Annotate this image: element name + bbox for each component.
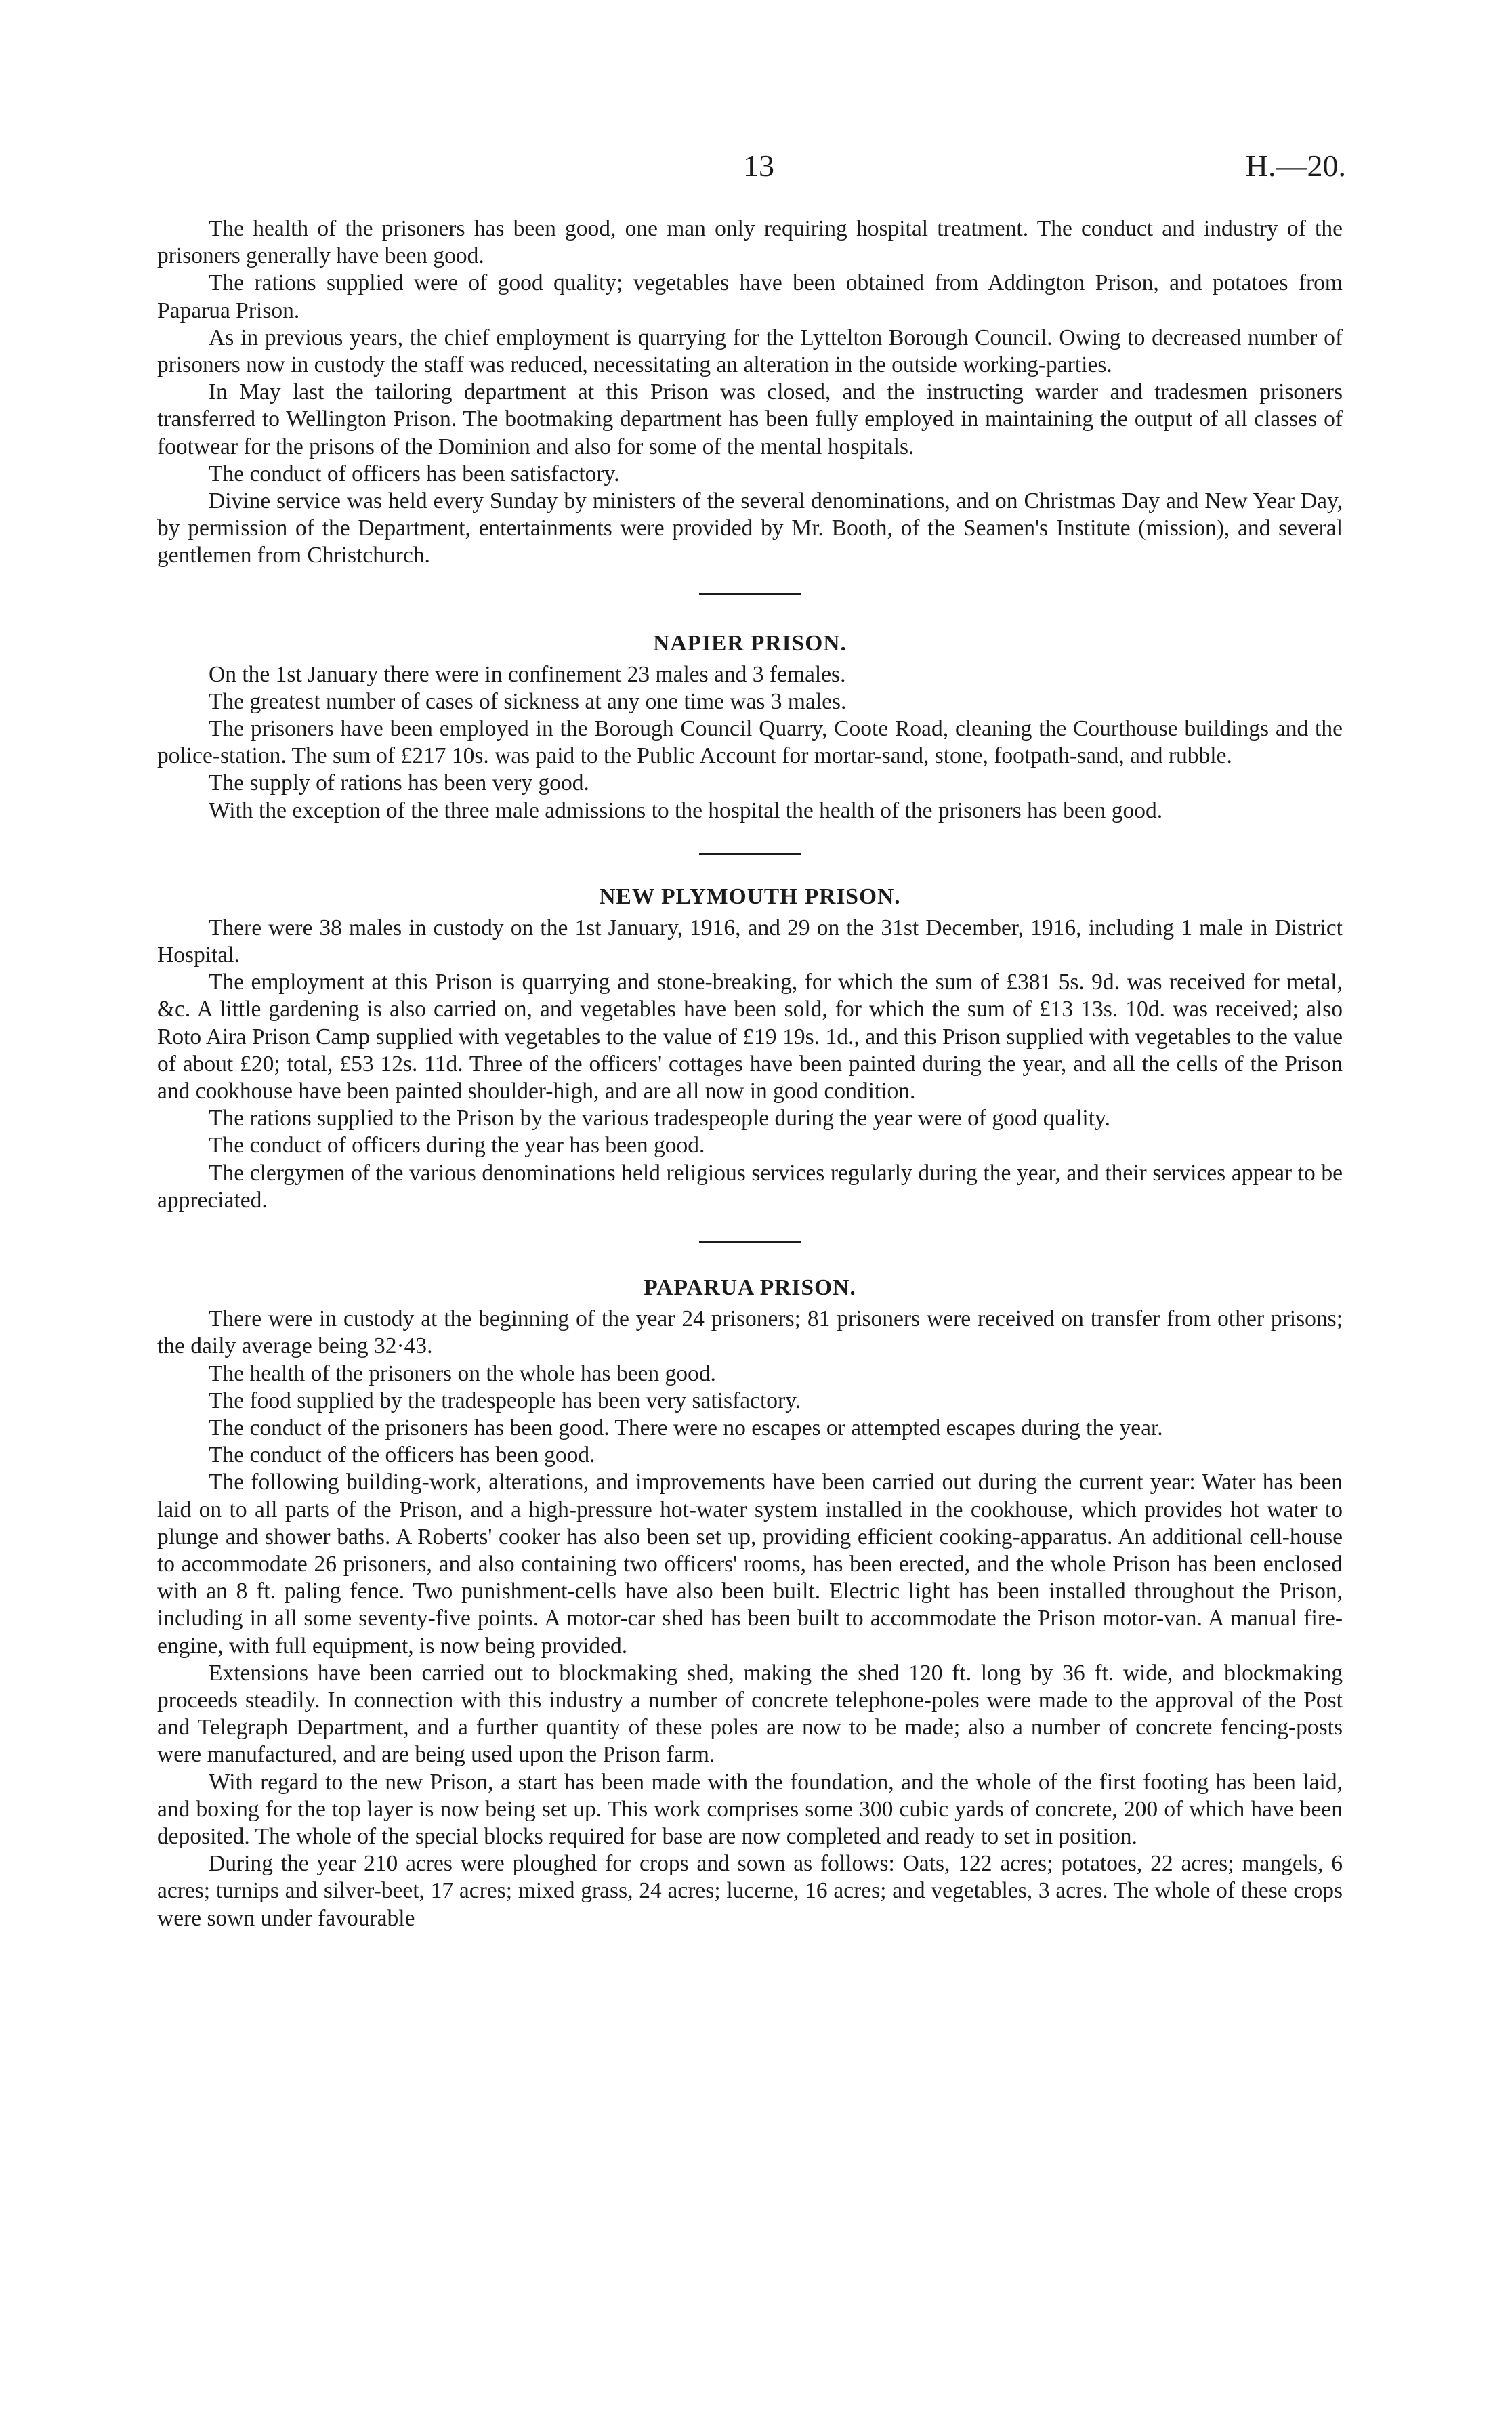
paragraph: The supply of rations has been very good. bbox=[209, 770, 589, 796]
section-title-paparua: PAPARUA PRISON. bbox=[644, 1275, 856, 1301]
paragraph: The food supplied by the tradespeople has been very satisfactory. bbox=[209, 1388, 801, 1413]
paragraph: Extensions have been carried out to blockmaking shed, making the shed 120 ft. long by 36 ft. wide, and blockmaking proceeds steadily. In connection with this industry a number of concrete telephone-poles were made to the approval of the Post and Telegraph Department, and a further quantity of these poles are now to be made; also a number of concrete fencing-posts were manufactured, and are being used upon the Prison farm. bbox=[157, 1660, 1343, 1768]
paragraph: During the year 210 acres were ploughed for crops and sown as follows: Oats, 122 acres; potatoes, 22 acres; mangels, 6 acres; turnips and silver-beet, 17 acres; mixed grass, 24 acres; lucerne, 16 acres; and vegetables, 3 acres. The whole of these crops were sown under favourable bbox=[157, 1851, 1343, 1931]
paragraph: The greatest number of cases of sickness at any one time was 3 males. bbox=[209, 688, 847, 714]
paragraph: The employment at this Prison is quarrying and stone-breaking, for which the sum of £381 5s. 9d. was received for metal, &c. A little gardening is also carried on, and vegetables have been sold, for which the sum of £13 13s. 10d. was received; also Roto Aira Prison Camp supplied with vegetables to the value of £19 19s. 1d., and this Prison supplied with vegetables to the value of about £20; total, £53 12s. 11d. Three of the officers' cottages have been painted during the year, and all the cells of the Prison and cookhouse have been painted shoulder-high, and are all now in good condition. bbox=[157, 970, 1343, 1104]
section-paparua-prison bbox=[157, 1274, 1343, 1932]
section-lyttelton-continued bbox=[157, 215, 1343, 570]
section-title-new-plymouth: NEW PLYMOUTH PRISON. bbox=[599, 883, 901, 909]
paragraph: As in previous years, the chief employment is quarrying for the Lyttelton Borough Council. Owing to decreased number of prisoners now in custody the staff was reduced, necessitating an alteration in the outside working-parties. bbox=[157, 325, 1343, 378]
paragraph: The prisoners have been employed in the Borough Council Quarry, Coote Road, cleaning the Courthouse buildings and the police-station. The sum of £217 10s. was paid to the Public Account for mortar-sand, stone, footpath-sand, and rubble. bbox=[157, 716, 1343, 769]
paragraph: There were 38 males in custody on the 1st January, 1916, and 29 on the 31st December, 1916, including 1 male in District Hospital. bbox=[157, 915, 1343, 968]
section-new-plymouth-prison bbox=[157, 883, 1343, 1214]
paragraph: The health of the prisoners has been good, one man only requiring hospital treatment. The conduct and industry of the prisoners generally have been good. bbox=[157, 216, 1343, 269]
paragraph: The conduct of officers during the year has been good. bbox=[209, 1133, 705, 1159]
paragraph: Divine service was held every Sunday by ministers of the several denominations, and on Christmas Day and New Year Day, by permission of the Department, entertainments were provided by Mr. Booth, of the Seamen's Institute (mission), and several gentlemen from Christchurch. bbox=[157, 488, 1343, 568]
paragraph: The clergymen of the various denominations held religious services regularly during the year, and their services appear to be appreciated. bbox=[157, 1160, 1343, 1213]
paragraph: The following building-work, alterations, and improvements have been carried out during the current year: Water has been laid on to all parts of the Prison, and a high-pressure hot-water system installed in the cookhouse, which provides hot water to plunge and shower baths. A Roberts' cooker has also been set up, providing efficient cooking-apparatus. An additional cell-house to accommodate 26 prisoners, and also containing two officers' rooms, has been erected, and the whole Prison has been enclosed with an 8 ft. paling fence. Two punishment-cells have also been built. Electric light has been installed throughout the Prison, including in all some seventy-five points. A motor-car shed has been built to accommodate the Prison motor-van. A manual fire-engine, with full equipment, is now being provided. bbox=[157, 1470, 1343, 1659]
section-divider bbox=[699, 1241, 801, 1243]
paragraph: The conduct of the officers has been good. bbox=[209, 1442, 595, 1468]
paragraph: The health of the prisoners on the whole has been good. bbox=[209, 1360, 716, 1386]
paragraph: There were in custody at the beginning of the year 24 prisoners; 81 prisoners were received on transfer from other prisons; the daily average being 32·43. bbox=[157, 1306, 1343, 1359]
document-reference: H.—20. bbox=[1245, 148, 1346, 183]
section-napier-prison bbox=[157, 630, 1343, 825]
paragraph: On the 1st January there were in confinement 23 males and 3 females. bbox=[209, 661, 846, 687]
paragraph: The conduct of officers has been satisfactory. bbox=[209, 461, 620, 486]
paragraph: With the exception of the three male admissions to the hospital the health of the prisoners has been good. bbox=[209, 797, 1163, 823]
paragraph: With regard to the new Prison, a start has been made with the foundation, and the whole of the first footing has been laid, and boxing for the top layer is now being set up. This work comprises some 300 cubic yards of concrete, 200 of which have been deposited. The whole of the special blocks required for base are now completed and ready to set in position. bbox=[157, 1769, 1343, 1849]
paragraph: The conduct of the prisoners has been good. There were no escapes or attempted escapes during the year. bbox=[209, 1415, 1163, 1440]
page-number: 13 bbox=[743, 148, 774, 183]
section-divider bbox=[699, 593, 801, 595]
paragraph: The rations supplied were of good quality; vegetables have been obtained from Addington Prison, and potatoes from Paparua Prison. bbox=[157, 270, 1343, 323]
paragraph: The rations supplied to the Prison by the various tradespeople during the year were of good quality. bbox=[209, 1106, 1110, 1131]
paragraph: In May last the tailoring department at this Prison was closed, and the instructing warder and tradesmen prisoners transferred to Wellington Prison. The bootmaking department has been fully employed in maintaining the output of all classes of footwear for the prisons of the Dominion and also for some of the mental hospitals. bbox=[157, 379, 1343, 459]
section-title-napier: NAPIER PRISON. bbox=[653, 630, 847, 656]
page-body bbox=[157, 215, 1343, 1932]
section-divider bbox=[699, 853, 801, 855]
